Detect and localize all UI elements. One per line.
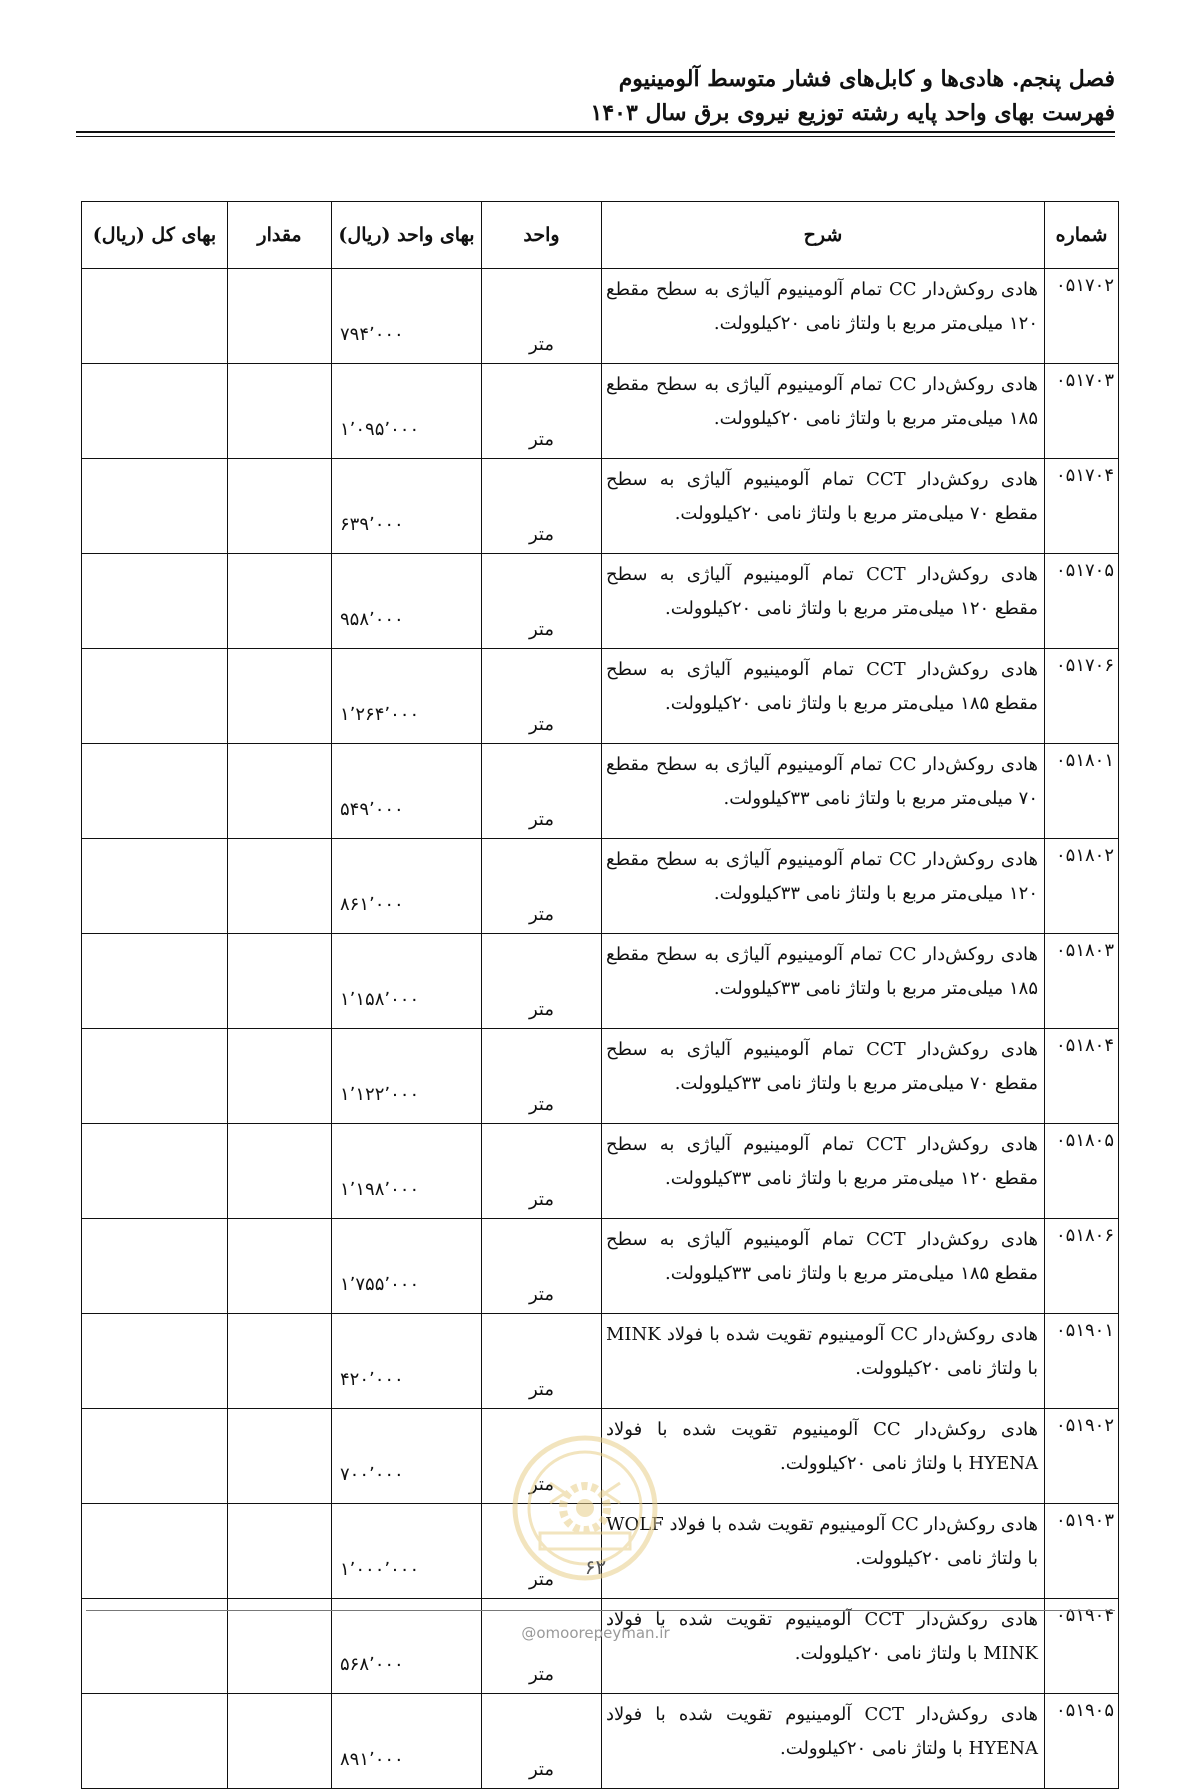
table-row: [82, 1409, 1119, 1504]
item-quantity: [228, 1314, 332, 1409]
table-row: [82, 744, 1119, 839]
item-code: ۰۵۱۷۰۶: [1045, 649, 1119, 744]
item-code: ۰۵۱۹۰۴: [1045, 1599, 1119, 1694]
item-quantity: [228, 364, 332, 459]
item-description: هادی روکش‌دار CCT تمام آلومینیوم آلیاژی به سطح مقطع ۱۲۰ میلی‌متر مربع با ولتاژ نامی ۲۰کیلوولت.: [602, 554, 1045, 649]
item-total-price: [82, 269, 228, 364]
footer-website: @omoorepeyman.ir: [521, 1624, 670, 1642]
item-unit: متر: [482, 1504, 602, 1599]
footer-rule: [86, 1610, 1115, 1611]
table-row: [82, 1124, 1119, 1219]
item-quantity: [228, 1219, 332, 1314]
item-code: ۰۵۱۹۰۳: [1045, 1504, 1119, 1599]
item-description: هادی روکش‌دار CCT تمام آلومینیوم آلیاژی به سطح مقطع ۷۰ میلی‌متر مربع با ولتاژ نامی ۳۳کیلوولت.: [602, 1029, 1045, 1124]
item-quantity: [228, 839, 332, 934]
item-unit-price: ۷۰۰٬۰۰۰: [332, 1409, 482, 1504]
item-unit-price: ۴۲۰٬۰۰۰: [332, 1314, 482, 1409]
item-unit-price: ۵۴۹٬۰۰۰: [332, 744, 482, 839]
table-row: [82, 934, 1119, 1029]
item-unit-price: ۱٬۱۵۸٬۰۰۰: [332, 934, 482, 1029]
item-unit-price: ۱٬۱۲۲٬۰۰۰: [332, 1029, 482, 1124]
item-total-price: [82, 1409, 228, 1504]
item-unit-price: ۱٬۰۰۰٬۰۰۰: [332, 1504, 482, 1599]
item-unit: متر: [482, 1314, 602, 1409]
item-total-price: [82, 1314, 228, 1409]
item-description: هادی روکش‌دار CC آلومینیوم تقویت شده با فولاد MINK با ولتاژ نامی ۲۰کیلوولت.: [602, 1314, 1045, 1409]
item-unit: متر: [482, 839, 602, 934]
item-quantity: [228, 649, 332, 744]
item-quantity: [228, 1029, 332, 1124]
item-unit: متر: [482, 1409, 602, 1504]
item-unit: متر: [482, 459, 602, 554]
item-total-price: [82, 1694, 228, 1789]
item-unit-price: ۸۹۱٬۰۰۰: [332, 1694, 482, 1789]
item-code: ۰۵۱۸۰۵: [1045, 1124, 1119, 1219]
table-row: [82, 1504, 1119, 1599]
item-quantity: [228, 554, 332, 649]
item-description: هادی روکش‌دار CCT تمام آلومینیوم آلیاژی به سطح مقطع ۱۸۵ میلی‌متر مربع با ولتاژ نامی ۳۳کیلوولت.: [602, 1219, 1045, 1314]
item-unit: متر: [482, 1029, 602, 1124]
page-header: [76, 62, 1115, 130]
item-unit: متر: [482, 1599, 602, 1694]
header-unit-price: بهای واحد (ریال): [332, 202, 482, 269]
item-quantity: [228, 459, 332, 554]
item-code: ۰۵۱۸۰۳: [1045, 934, 1119, 1029]
table-row: [82, 269, 1119, 364]
table-header-row: [82, 202, 1119, 269]
item-description: هادی روکش‌دار CC تمام آلومینیوم آلیاژی به سطح مقطع ۱۸۵ میلی‌متر مربع با ولتاژ نامی ۲۰کیلوولت.: [602, 364, 1045, 459]
item-description: هادی روکش‌دار CC تمام آلومینیوم آلیاژی به سطح مقطع ۱۲۰ میلی‌متر مربع با ولتاژ نامی ۲۰کیلوولت.: [602, 269, 1045, 364]
table-row: [82, 364, 1119, 459]
item-unit: متر: [482, 1694, 602, 1789]
item-quantity: [228, 1599, 332, 1694]
item-unit: متر: [482, 364, 602, 459]
item-code: ۰۵۱۷۰۲: [1045, 269, 1119, 364]
item-unit-price: ۱٬۷۵۵٬۰۰۰: [332, 1219, 482, 1314]
item-code: ۰۵۱۹۰۱: [1045, 1314, 1119, 1409]
table-row: [82, 649, 1119, 744]
item-quantity: [228, 269, 332, 364]
item-total-price: [82, 1124, 228, 1219]
item-code: ۰۵۱۸۰۲: [1045, 839, 1119, 934]
item-unit: متر: [482, 269, 602, 364]
item-unit-price: ۵۶۸٬۰۰۰: [332, 1599, 482, 1694]
item-code: ۰۵۱۸۰۴: [1045, 1029, 1119, 1124]
item-unit-price: ۱٬۰۹۵٬۰۰۰: [332, 364, 482, 459]
item-quantity: [228, 1504, 332, 1599]
item-unit-price: ۶۳۹٬۰۰۰: [332, 459, 482, 554]
item-description: هادی روکش‌دار CC تمام آلومینیوم آلیاژی به سطح مقطع ۱۸۵ میلی‌متر مربع با ولتاژ نامی ۳۳کیلوولت.: [602, 934, 1045, 1029]
table-row: [82, 1694, 1119, 1789]
table-row: [82, 554, 1119, 649]
item-code: ۰۵۱۷۰۴: [1045, 459, 1119, 554]
table-row: [82, 1314, 1119, 1409]
item-description: هادی روکش‌دار CCT آلومینیوم تقویت شده با فولاد MINK با ولتاژ نامی ۲۰کیلوولت.: [602, 1599, 1045, 1694]
item-total-price: [82, 1219, 228, 1314]
item-code: ۰۵۱۷۰۳: [1045, 364, 1119, 459]
item-unit: متر: [482, 934, 602, 1029]
item-unit: متر: [482, 1124, 602, 1219]
item-total-price: [82, 1029, 228, 1124]
item-quantity: [228, 744, 332, 839]
item-total-price: [82, 649, 228, 744]
header-description: شرح: [602, 202, 1045, 269]
item-total-price: [82, 744, 228, 839]
item-description: هادی روکش‌دار CC تمام آلومینیوم آلیاژی به سطح مقطع ۷۰ میلی‌متر مربع با ولتاژ نامی ۳۳کیلوولت.: [602, 744, 1045, 839]
item-code: ۰۵۱۸۰۶: [1045, 1219, 1119, 1314]
header-quantity: مقدار: [228, 202, 332, 269]
header-code: شماره: [1045, 202, 1119, 269]
item-total-price: [82, 1599, 228, 1694]
item-code: ۰۵۱۸۰۱: [1045, 744, 1119, 839]
item-description: هادی روکش‌دار CCT تمام آلومینیوم آلیاژی به سطح مقطع ۷۰ میلی‌متر مربع با ولتاژ نامی ۲۰کیلوولت.: [602, 459, 1045, 554]
item-total-price: [82, 459, 228, 554]
item-unit-price: ۱٬۲۶۴٬۰۰۰: [332, 649, 482, 744]
table-row: [82, 1599, 1119, 1694]
page-number: ۶۲: [584, 1555, 607, 1579]
list-title: فهرست بهای واحد پایه رشته توزیع نیروی برق سال ۱۴۰۳: [590, 100, 1115, 126]
item-total-price: [82, 1504, 228, 1599]
price-table: [81, 201, 1119, 1789]
item-quantity: [228, 1409, 332, 1504]
item-unit: متر: [482, 649, 602, 744]
item-description: هادی روکش‌دار CCT تمام آلومینیوم آلیاژی به سطح مقطع ۱۸۵ میلی‌متر مربع با ولتاژ نامی ۲۰کیلوولت.: [602, 649, 1045, 744]
item-unit-price: ۱٬۱۹۸٬۰۰۰: [332, 1124, 482, 1219]
item-unit-price: ۸۶۱٬۰۰۰: [332, 839, 482, 934]
table-row: [82, 459, 1119, 554]
header-unit: واحد: [482, 202, 602, 269]
item-description: هادی روکش‌دار CC تمام آلومینیوم آلیاژی به سطح مقطع ۱۲۰ میلی‌متر مربع با ولتاژ نامی ۳۳کیلوولت.: [602, 839, 1045, 934]
table-row: [82, 839, 1119, 934]
item-description: هادی روکش‌دار CC آلومینیوم تقویت شده با فولاد HYENA با ولتاژ نامی ۲۰کیلوولت.: [602, 1409, 1045, 1504]
item-quantity: [228, 1124, 332, 1219]
item-code: ۰۵۱۹۰۵: [1045, 1694, 1119, 1789]
item-quantity: [228, 1694, 332, 1789]
item-unit: متر: [482, 1219, 602, 1314]
table-row: [82, 1219, 1119, 1314]
table-row: [82, 1029, 1119, 1124]
header-rule-thick: [76, 131, 1115, 133]
item-total-price: [82, 934, 228, 1029]
item-quantity: [228, 934, 332, 1029]
item-description: هادی روکش‌دار CCT تمام آلومینیوم آلیاژی به سطح مقطع ۱۲۰ میلی‌متر مربع با ولتاژ نامی ۳۳کیلوولت.: [602, 1124, 1045, 1219]
item-code: ۰۵۱۷۰۵: [1045, 554, 1119, 649]
item-unit-price: ۷۹۴٬۰۰۰: [332, 269, 482, 364]
item-total-price: [82, 554, 228, 649]
item-total-price: [82, 839, 228, 934]
header-rule-thin: [76, 136, 1115, 137]
item-description: هادی روکش‌دار CC آلومینیوم تقویت شده با فولاد WOLF با ولتاژ نامی ۲۰کیلوولت.: [602, 1504, 1045, 1599]
chapter-title: فصل پنجم. هادی‌ها و کابل‌های فشار متوسط آلومینیوم: [618, 66, 1115, 92]
item-code: ۰۵۱۹۰۲: [1045, 1409, 1119, 1504]
item-unit: متر: [482, 554, 602, 649]
item-unit: متر: [482, 744, 602, 839]
item-total-price: [82, 364, 228, 459]
item-unit-price: ۹۵۸٬۰۰۰: [332, 554, 482, 649]
item-description: هادی روکش‌دار CCT آلومینیوم تقویت شده با فولاد HYENA با ولتاژ نامی ۲۰کیلوولت.: [602, 1694, 1045, 1789]
header-total-price: بهای کل (ریال): [82, 202, 228, 269]
